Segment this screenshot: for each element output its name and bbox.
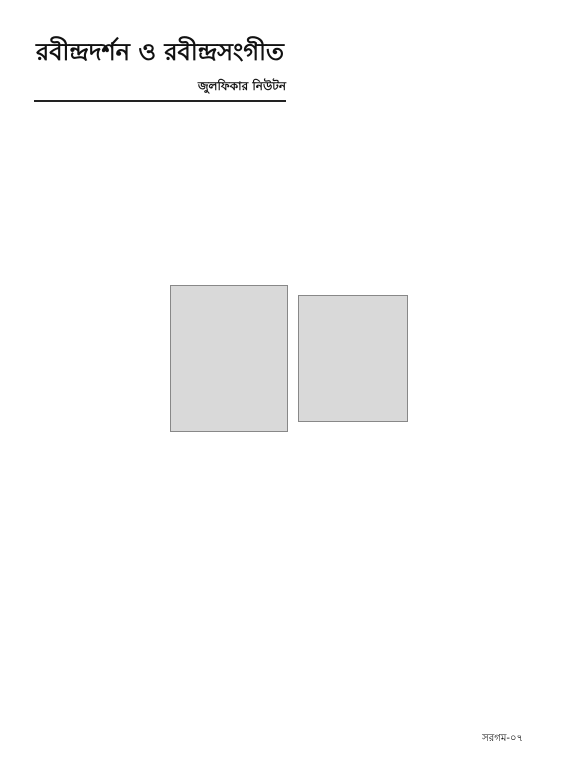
portrait-photo-left xyxy=(170,285,288,432)
article-author: জুলফিকার নিউটন xyxy=(197,79,286,93)
portrait-photo-right xyxy=(298,295,408,422)
title-divider xyxy=(34,100,286,102)
article-title: রবীন্দ্রদর্শন ও রবীন্দ্রসংগীত xyxy=(36,38,284,66)
page-number: সরগম-০৭ xyxy=(482,733,523,744)
